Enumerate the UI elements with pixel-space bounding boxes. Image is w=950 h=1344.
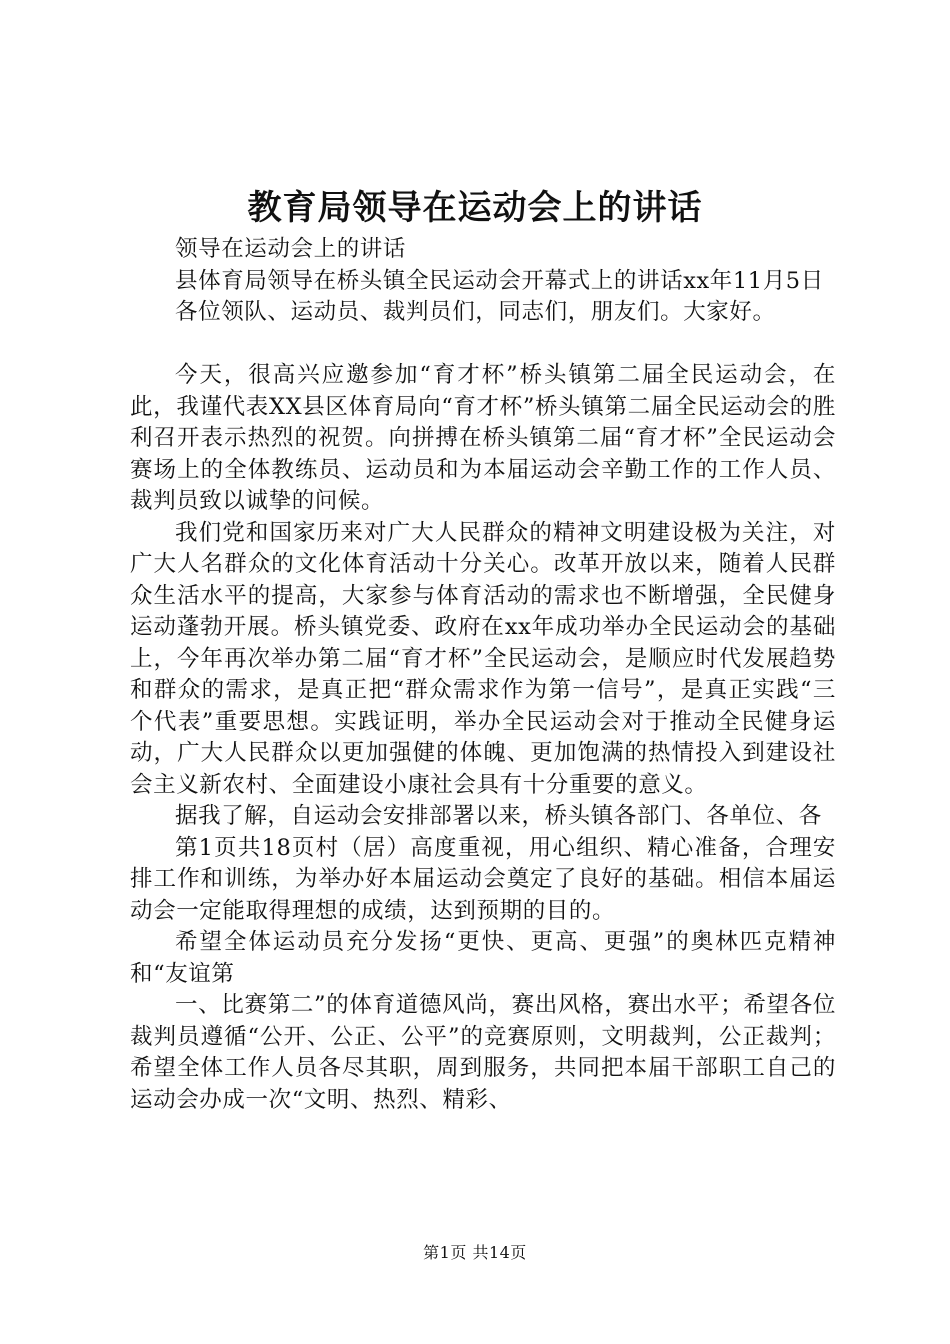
paragraph-preparation-continued: 第1页共18页村（居）高度重视，用心组织、精心准备，合理安排工作和训练，为举办好本届运动会奠定了良好的基础。相信本届运动会一定能取得理想的成绩，达到预期的目的。 [130, 834, 836, 924]
paragraph-significance: 我们党和国家历来对广大人民群众的精神文明建设极为关注，对广大人名群众的文化体育活动十分关心。改革开放以来，随着人民群众生活水平的提高，大家参与体育活动的需求也不断增强，全民健身运动蓬勃开展。桥头镇党委、政府在xx年成功举办全民运动会的基础上，今年再次举办第二届“育才杯”全民运动会，是顺应时代发展趋势和群众的需求，是真正把“群众需求作为第一信号”，是真正实践“三个代表”重要思想。实践证明，举办全民运动会对于推动全民健身运动，广大人民群众以更加强健的体魄、更加饱满的热情投入到建设社会主义新农村、全面建设小康社会具有十分重要的意义。 [130, 519, 836, 798]
document-body [130, 234, 836, 1116]
paragraph-hope-athletes: 希望全体运动员充分发扬“更快、更高、更强”的奥林匹克精神和“友谊第 [130, 929, 836, 987]
paragraph-preparation: 据我了解，自运动会安排部署以来，桥头镇各部门、各单位、各 [175, 803, 822, 829]
document-title: 教育局领导在运动会上的讲话 [247, 188, 703, 228]
paragraph-hope-referees: 一、比赛第二”的体育道德风尚，赛出风格，赛出水平；希望各位裁判员遵循“公开、公正、公平”的竞赛原则，文明裁判，公正裁判；希望全体工作人员各尽其职，周到服务，共同把本届干部职工自己的运动会办成一次“文明、热烈、精彩、 [130, 992, 836, 1113]
paragraph-congratulation: 今天，很高兴应邀参加“育才杯”桥头镇第二届全民运动会，在此，我谨代表XX县区体育局向“育才杯”桥头镇第二届全民运动会的胜利召开表示热烈的祝贺。向拼搏在桥头镇第二届“育才杯”全民运动会赛场上的全体教练员、运动员和为本届运动会辛勤工作的工作人员、裁判员致以诚挚的问候。 [130, 362, 836, 514]
paragraph-greeting: 各位领队、运动员、裁判员们，同志们，朋友们。大家好。 [175, 299, 776, 325]
paragraph-heading-line: 县体育局领导在桥头镇全民运动会开幕式上的讲话xx年11月5日 [175, 267, 824, 294]
paragraph-subtitle: 领导在运动会上的讲话 [175, 236, 407, 262]
page-number-footer: 第1页 共14页 [423, 1243, 527, 1262]
